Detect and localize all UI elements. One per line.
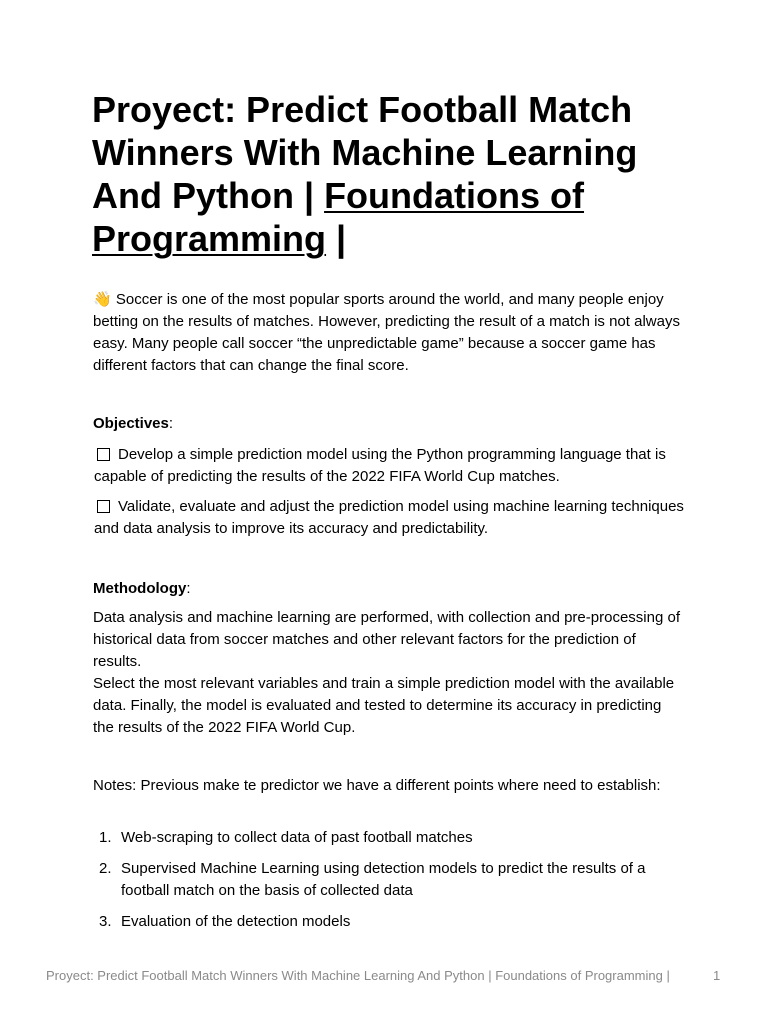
list-number: 2.	[99, 860, 112, 877]
list-text: Web-scraping to collect data of past football matches	[121, 829, 473, 846]
intro-paragraph	[93, 289, 683, 377]
notes-list	[93, 827, 683, 942]
title-tail: |	[326, 218, 347, 259]
page-footer: Proyect: Predict Football Match Winners With Machine Learning And Python | Foundations of Programming |	[46, 968, 670, 983]
objective-item-1	[94, 444, 684, 488]
title-main: Proyect: Predict Football Match Winners With Machine Learning And Python |	[92, 89, 638, 216]
methodology-label: Methodology	[93, 580, 187, 597]
list-item	[93, 827, 683, 849]
objectives-label: Objectives	[93, 415, 169, 432]
checkbox-icon[interactable]	[97, 500, 110, 513]
list-number: 1.	[99, 829, 112, 846]
objective-text: Validate, evaluate and adjust the prediction model using machine learning techniques and data analysis to improve its accuracy and predictability.	[94, 498, 684, 537]
list-text: Evaluation of the detection models	[121, 913, 351, 930]
methodology-paragraph-1: Data analysis and machine learning are performed, with collection and pre-processing of historical data from soccer matches and other relevant factors for the prediction of results.	[93, 609, 680, 670]
list-text: Supervised Machine Learning using detection models to predict the results of a football match on the basis of collected data	[121, 860, 646, 899]
checkbox-icon[interactable]	[97, 448, 110, 461]
intro-text: Soccer is one of the most popular sports around the world, and many people enjoy betting on the results of matches. However, predicting the result of a match is not always easy. Many people call soccer “the unpredictable game” because a soccer game has different factors that can change the final score.	[93, 291, 680, 374]
notes-paragraph: Notes: Previous make te predictor we have a different points where need to establish:	[93, 777, 661, 794]
methodology-paragraph-2: Select the most relevant variables and train a simple prediction model with the available data. Finally, the model is evaluated and tested to determine its accuracy in predicting the results of the 2022 FIFA World Cup.	[93, 675, 675, 736]
page-number: 1	[713, 968, 721, 983]
list-item	[93, 911, 683, 933]
objective-item-2	[94, 496, 684, 540]
objectives-heading: Objectives:	[93, 415, 174, 432]
methodology-heading: Methodology:	[93, 580, 191, 597]
document-title	[92, 88, 692, 260]
waving-hand-icon: 👋	[93, 291, 112, 308]
list-item	[93, 858, 683, 902]
list-number: 3.	[99, 913, 112, 930]
objective-text: Develop a simple prediction model using the Python programming language that is capable of predicting the results of the 2022 FIFA World Cup matches.	[94, 446, 666, 485]
title-link[interactable]: Foundations of Programming	[92, 175, 585, 259]
